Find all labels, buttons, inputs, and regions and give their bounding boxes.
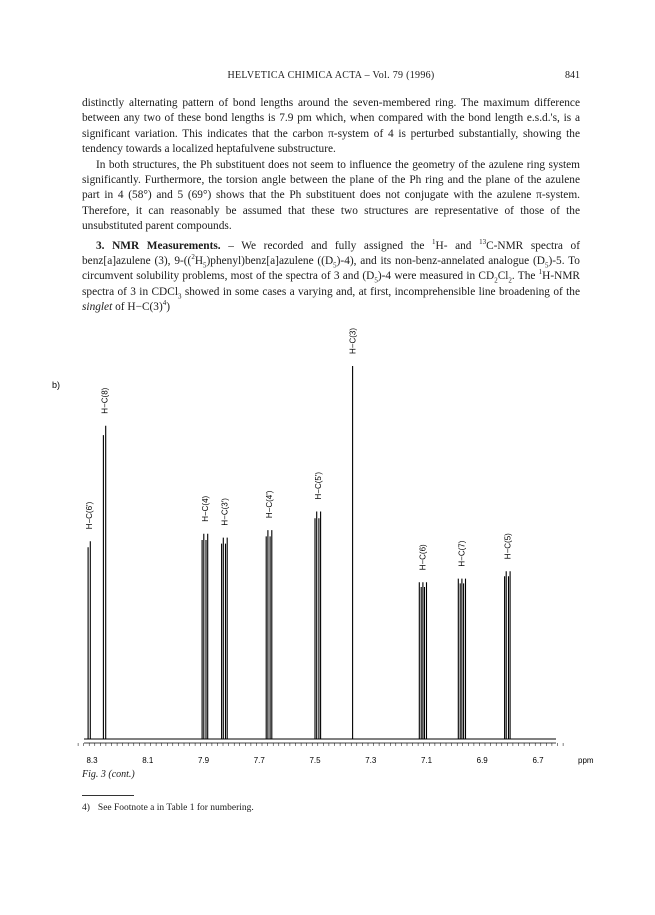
text-run: )-5. To circumvent solubility problems, most of the spectra of 3 and (D [82,255,580,283]
x-tick-label: 6.9 [476,756,488,765]
peak-label: H−C(4') [265,490,274,519]
peak-labels [85,328,512,571]
text-run: of H−C(3) [112,301,163,314]
text-run: )-4 were measured in CD [377,270,495,283]
subscript: 2 [494,276,498,285]
spectrum-peak [419,582,426,739]
subscript: 2 [508,276,512,285]
text-run: H- and [435,239,480,252]
page-number: 841 [565,70,580,81]
peak-label: H−C(7) [457,540,467,567]
spectrum-peak [202,534,208,739]
peak-label: H−C(6') [85,501,95,530]
x-tick-label: 7.3 [365,756,377,765]
superscript: 2 [191,253,195,262]
footnote [82,803,254,813]
superscript: 1 [538,268,543,277]
tick-labels [86,756,544,765]
text-run: Cl [497,270,509,283]
footnote-text: See Footnote a in Table 1 for numbering. [97,803,254,813]
footnote-ref: 4 [162,299,167,308]
nmr-spectrum [0,327,655,800]
peak-label: H−C(3') [220,498,230,526]
x-tick-label: 8.1 [142,756,154,765]
x-tick-label: 6.7 [532,756,544,765]
subscript: 5 [545,261,549,270]
spectrum-peak [266,530,272,739]
text-run: H [194,255,204,268]
spectrum-peak [315,512,321,740]
text-run: C-NMR spectra of benz[a]azulene (3), 9-(( [82,239,580,268]
subscript: 5 [374,276,378,285]
footnote-marker: 4) [82,803,90,813]
footnote-rule [82,795,134,796]
spectrum-peak [458,579,465,739]
italic-text: singlet [82,301,113,314]
text-run: )phenyl)benz[a]azulene ((D [206,255,334,268]
spectrum-peak [103,426,105,739]
spectrum-peaks [88,366,513,739]
x-tick-label: 8.3 [86,756,98,765]
spectrum-peak [222,538,228,739]
text-run: )-4), and its non-benz-annelated analogue (D [336,255,545,268]
text-run: – We recorded and fully assigned the [220,239,433,252]
spectrum-peak [505,571,511,739]
paragraph-1: distinctly alternating pattern of bond lengths around the seven-membered ring. The maximum difference between any two of these bond lengths is 7.9 pm which, when compared with the bond length e.s.d.'s, is a significant variation. This indicates that the carbon π-system of 4 is perturbed substantially, showing the tendency towards a localized heptafulvene substructure. [82,97,580,156]
section-heading: 3. NMR Measurements. [96,239,221,252]
x-tick-label: 7.7 [253,756,265,765]
paragraph-3 [82,239,580,316]
peak-label: H−C(4) [200,495,210,522]
text-run: ) [166,301,171,314]
figure-caption: Fig. 3 (cont.) [82,769,135,780]
subscript: 5 [333,261,337,270]
text-run: . The [511,270,539,283]
text-run: H-NMR spectra of 3 in CDCl [82,270,580,298]
body-text [82,96,580,316]
peak-label: H−C(3) [348,327,358,354]
superscript: 1 [432,237,436,246]
x-tick-label: 7.1 [420,756,433,765]
x-tick-label: 7.9 [197,756,210,765]
text-run: showed in some cases a varying and, at first, incomprehensible line broadening of the [181,285,580,298]
superscript: 13 [479,237,487,246]
peak-label: H−C(6) [418,544,428,571]
subscript: 3 [177,292,182,301]
panel-label: b) [52,380,61,390]
x-axis-unit: ppm [578,756,594,765]
paragraph-2: In both structures, the Ph substituent does not seem to influence the geometry of the azulene ring system significantly. Furthermore, the torsion angle between the plane of the Ph ring and the plane of the azulene part in 4 (58°) and 5 (69°) shows that the Ph substituent does not conjugate with the azulene π-system. Therefore, it can reasonably be assumed that these two structures are representative of those of the unsubstituted parent compounds. [82,158,580,233]
spectrum-peak [88,541,90,739]
peak-label: H−C(8) [100,387,110,414]
minor-ticks [78,743,563,746]
peak-label: H−C(5') [313,471,323,500]
peak-label: H−C(5) [503,533,513,560]
journal-title: HELVETICA CHIMICA ACTA – Vol. 79 (1996) [227,70,435,81]
subscript: 5 [203,261,207,270]
x-tick-label: 7.5 [309,756,321,765]
running-header [82,70,580,84]
